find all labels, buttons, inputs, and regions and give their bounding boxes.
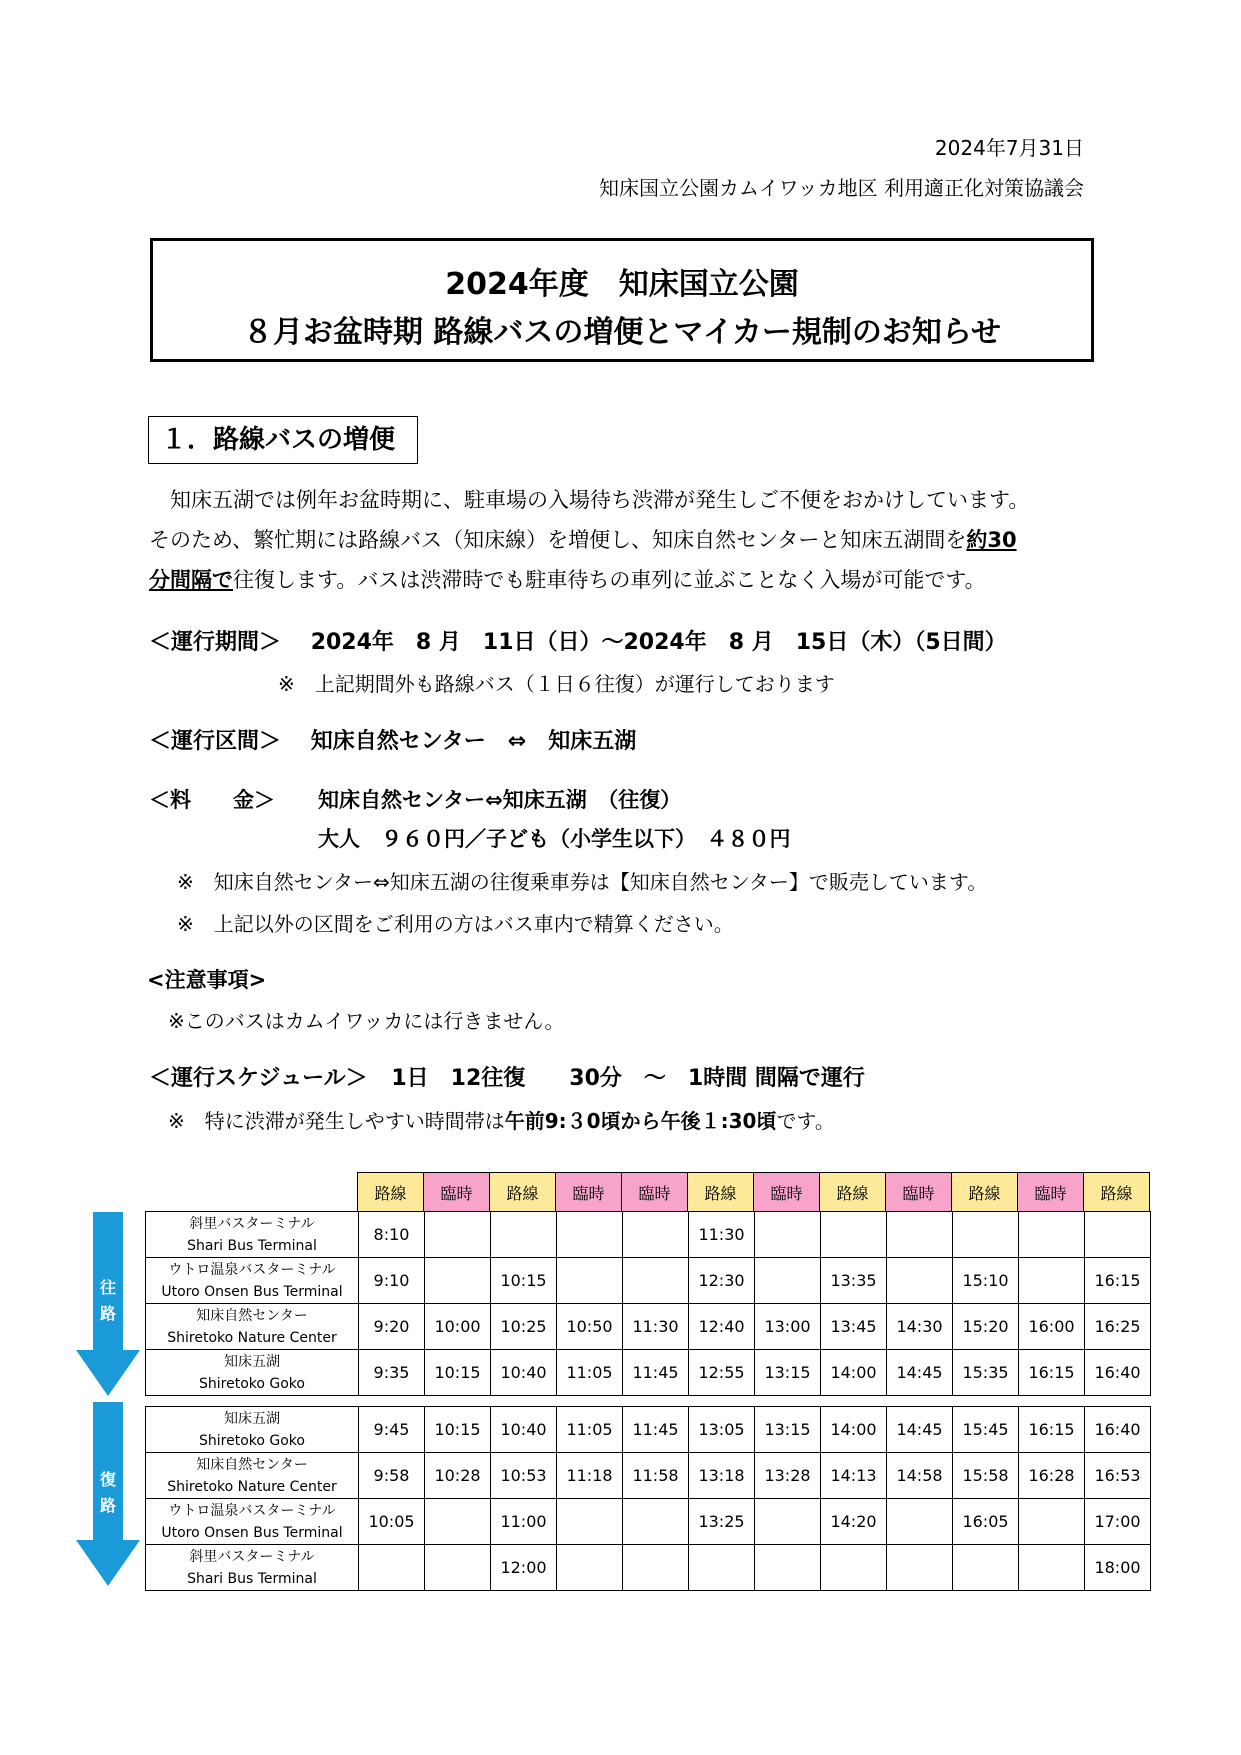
- time-cell: 10:15: [425, 1407, 491, 1453]
- time-cell: [1019, 1499, 1085, 1545]
- time-cell: 11:45: [623, 1350, 689, 1396]
- time-cell: 9:10: [359, 1258, 425, 1304]
- timetable-outbound: [145, 1211, 1151, 1396]
- timetable-header-cell: 路線: [1084, 1173, 1150, 1212]
- time-cell: 8:10: [359, 1212, 425, 1258]
- time-cell: 9:35: [359, 1350, 425, 1396]
- stop-name-en: Shiretoko Goko: [199, 1432, 305, 1449]
- fare-note-1: ※ 知床自然センター⇔知床五湖の往復乗車券は【知床自然センター】で販売しています。: [177, 870, 988, 894]
- time-cell: 14:13: [821, 1453, 887, 1499]
- time-cell: 16:00: [1019, 1304, 1085, 1350]
- time-cell: 16:05: [953, 1499, 1019, 1545]
- timetable-header-cell: 路線: [490, 1173, 556, 1212]
- caution-note: ※このバスはカムイワッカには行きません。: [168, 1009, 565, 1033]
- stop-name-en: Shiretoko Goko: [199, 1375, 305, 1392]
- schedule-value: 1日 12往復 30分 〜 1時間 間隔で運行: [391, 1066, 865, 1091]
- timetable-row: [146, 1499, 1151, 1545]
- timetable-header-cell: 臨時: [622, 1173, 688, 1212]
- time-cell: [425, 1499, 491, 1545]
- stop-name-en: Shiretoko Nature Center: [167, 1478, 337, 1495]
- time-cell: 10:25: [491, 1304, 557, 1350]
- timetable-header-cell: 路線: [952, 1173, 1018, 1212]
- time-cell: 14:45: [887, 1350, 953, 1396]
- time-cell: 13:28: [755, 1453, 821, 1499]
- timetable-header: [357, 1172, 1150, 1212]
- time-cell: 13:35: [821, 1258, 887, 1304]
- timetable-header-cell: 路線: [358, 1173, 424, 1212]
- stop-name-en: Utoro Onsen Bus Terminal: [161, 1283, 343, 1300]
- schedule-note: [168, 1105, 835, 1134]
- time-cell: 12:30: [689, 1258, 755, 1304]
- time-cell: 10:00: [425, 1304, 491, 1350]
- interval-highlight-a: 約30: [966, 528, 1017, 552]
- time-cell: [359, 1545, 425, 1591]
- time-cell: 16:15: [1019, 1407, 1085, 1453]
- stop-name-jp: 知床自然センター: [196, 1307, 308, 1324]
- time-cell: 15:35: [953, 1350, 1019, 1396]
- time-cell: 11:30: [689, 1212, 755, 1258]
- stop-name-cell: [146, 1350, 359, 1396]
- time-cell: [689, 1545, 755, 1591]
- time-cell: 15:45: [953, 1407, 1019, 1453]
- stop-name-cell: [146, 1545, 359, 1591]
- time-cell: 16:15: [1019, 1350, 1085, 1396]
- fare-price: 大人 ９６０円／子ども（小学生以下） ４８０円: [318, 827, 791, 851]
- time-cell: [557, 1499, 623, 1545]
- time-cell: 10:15: [425, 1350, 491, 1396]
- time-cell: 10:28: [425, 1453, 491, 1499]
- time-cell: [821, 1545, 887, 1591]
- timetable-row: [146, 1545, 1151, 1591]
- stop-name-en: Utoro Onsen Bus Terminal: [161, 1524, 343, 1541]
- time-cell: [1019, 1545, 1085, 1591]
- stop-name-en: Shari Bus Terminal: [187, 1237, 317, 1254]
- time-cell: 9:45: [359, 1407, 425, 1453]
- outbound-label: 往 路: [99, 1278, 116, 1323]
- timetable-header-cell: 臨時: [754, 1173, 820, 1212]
- inbound-label: 復 路: [99, 1470, 116, 1515]
- title-line-2: ８月お盆時期 路線バスの増便とマイカー規制のお知らせ: [242, 315, 1002, 350]
- time-cell: 16:25: [1085, 1304, 1151, 1350]
- time-cell: 16:40: [1085, 1407, 1151, 1453]
- time-cell: [425, 1212, 491, 1258]
- time-cell: 11:18: [557, 1453, 623, 1499]
- timetable-header-cell: 臨時: [1018, 1173, 1084, 1212]
- stop-name-jp: 知床五湖: [224, 1353, 280, 1370]
- intro-line-3-text: 往復します。バスは渋滞時でも駐車待ちの車列に並ぶことなく入場が可能です。: [233, 568, 986, 592]
- time-cell: 13:15: [755, 1407, 821, 1453]
- stop-name-jp: 斜里バスターミナル: [189, 1548, 315, 1565]
- timetable-header-cell: 路線: [820, 1173, 886, 1212]
- stop-name-cell: [146, 1212, 359, 1258]
- schedule-note-peak: 午前9:３0頃から午後１:30頃: [504, 1109, 777, 1133]
- time-cell: [887, 1212, 953, 1258]
- intro-line-1: 知床五湖では例年お盆時期に、駐車場の入場待ち渋滞が発生しご不便をおかけしています。: [170, 488, 1030, 512]
- fare-note-2: ※ 上記以外の区間をご利用の方はバス車内で精算ください。: [177, 912, 734, 936]
- stop-name-jp: ウトロ温泉バスターミナル: [168, 1261, 336, 1278]
- time-cell: 15:10: [953, 1258, 1019, 1304]
- time-cell: [755, 1212, 821, 1258]
- intro-line-2-text: そのため、繁忙期には路線バス（知床線）を増便し、知床自然センターと知床五湖間を: [149, 528, 967, 552]
- title-box: [150, 238, 1094, 362]
- time-cell: [755, 1258, 821, 1304]
- timetable-row: [146, 1350, 1151, 1396]
- title-line-1: 2024年度 知床国立公園: [445, 267, 799, 302]
- time-cell: 13:05: [689, 1407, 755, 1453]
- stop-name-cell: [146, 1304, 359, 1350]
- time-cell: [953, 1212, 1019, 1258]
- time-cell: 11:00: [491, 1499, 557, 1545]
- time-cell: 16:40: [1085, 1350, 1151, 1396]
- stop-name-jp: 斜里バスターミナル: [189, 1215, 315, 1232]
- schedule-note-c: です。: [776, 1109, 835, 1133]
- time-cell: [821, 1212, 887, 1258]
- schedule-label: ＜運行スケジュール＞: [149, 1066, 368, 1091]
- time-cell: 12:00: [491, 1545, 557, 1591]
- document-date: 2024年7月31日: [934, 136, 1084, 160]
- timetable-row: [146, 1304, 1151, 1350]
- schedule-row: [149, 1061, 865, 1092]
- intro-paragraph: [149, 480, 1094, 600]
- time-cell: [755, 1499, 821, 1545]
- route-label: ＜運行区間＞: [149, 729, 282, 754]
- timetable-inbound: [145, 1406, 1151, 1591]
- time-cell: [887, 1545, 953, 1591]
- time-cell: 14:58: [887, 1453, 953, 1499]
- time-cell: [557, 1545, 623, 1591]
- stop-name-en: Shiretoko Nature Center: [167, 1329, 337, 1346]
- time-cell: 13:18: [689, 1453, 755, 1499]
- time-cell: [623, 1545, 689, 1591]
- time-cell: 14:00: [821, 1350, 887, 1396]
- time-cell: 16:53: [1085, 1453, 1151, 1499]
- time-cell: [887, 1258, 953, 1304]
- time-cell: [623, 1258, 689, 1304]
- time-cell: 11:30: [623, 1304, 689, 1350]
- time-cell: 10:40: [491, 1350, 557, 1396]
- time-cell: 10:53: [491, 1453, 557, 1499]
- time-cell: [755, 1545, 821, 1591]
- time-cell: [425, 1258, 491, 1304]
- time-cell: [1019, 1258, 1085, 1304]
- time-cell: 11:05: [557, 1350, 623, 1396]
- time-cell: 15:58: [953, 1453, 1019, 1499]
- time-cell: 11:58: [623, 1453, 689, 1499]
- stop-name-cell: [146, 1453, 359, 1499]
- time-cell: 10:40: [491, 1407, 557, 1453]
- time-cell: [1085, 1212, 1151, 1258]
- time-cell: 17:00: [1085, 1499, 1151, 1545]
- organization-name: 知床国立公園カムイワッカ地区 利用適正化対策協議会: [599, 176, 1084, 200]
- fare-route: 知床自然センター⇔知床五湖 （往復）: [318, 788, 682, 812]
- interval-highlight-b: 分間隔で: [149, 568, 233, 592]
- time-cell: 9:58: [359, 1453, 425, 1499]
- timetable-header-cell: 路線: [688, 1173, 754, 1212]
- intro-line-3: [149, 560, 1094, 600]
- time-cell: 11:45: [623, 1407, 689, 1453]
- time-cell: [953, 1545, 1019, 1591]
- time-cell: [557, 1258, 623, 1304]
- timetable-row: [146, 1212, 1151, 1258]
- stop-name-en: Shari Bus Terminal: [187, 1570, 317, 1587]
- schedule-note-a: ※ 特に渋滞が発生しやすい時間帯は: [168, 1109, 505, 1133]
- period-value: 2024年 8 月 11日（日）〜2024年 8 月 15日（木）（5日間）: [310, 630, 1007, 655]
- period-row: [149, 625, 1007, 656]
- time-cell: 13:25: [689, 1499, 755, 1545]
- time-cell: 11:05: [557, 1407, 623, 1453]
- timetable-header-cell: 臨時: [886, 1173, 952, 1212]
- time-cell: [491, 1212, 557, 1258]
- stop-name-jp: 知床自然センター: [196, 1456, 308, 1473]
- time-cell: 9:20: [359, 1304, 425, 1350]
- time-cell: 14:00: [821, 1407, 887, 1453]
- timetable-row: [146, 1453, 1151, 1499]
- time-cell: [1019, 1212, 1085, 1258]
- timetable-header-cell: 臨時: [424, 1173, 490, 1212]
- time-cell: 13:00: [755, 1304, 821, 1350]
- period-note: ※ 上記期間外も路線バス（１日６往復）が運行しております: [278, 672, 835, 696]
- route-value: 知床自然センター ⇔ 知床五湖: [310, 729, 637, 754]
- time-cell: 16:15: [1085, 1258, 1151, 1304]
- intro-line-2: [149, 520, 1094, 560]
- time-cell: 10:50: [557, 1304, 623, 1350]
- time-cell: [623, 1212, 689, 1258]
- time-cell: 13:45: [821, 1304, 887, 1350]
- time-cell: [623, 1499, 689, 1545]
- time-cell: 16:28: [1019, 1453, 1085, 1499]
- caution-label: <注意事項>: [147, 968, 267, 992]
- time-cell: 14:20: [821, 1499, 887, 1545]
- time-cell: [887, 1499, 953, 1545]
- time-cell: 13:15: [755, 1350, 821, 1396]
- period-label: ＜運行期間＞: [149, 630, 282, 655]
- time-cell: 10:15: [491, 1258, 557, 1304]
- time-cell: [425, 1545, 491, 1591]
- time-cell: 14:45: [887, 1407, 953, 1453]
- timetable-row: [146, 1407, 1151, 1453]
- fare-label: ＜料 金＞: [149, 788, 275, 812]
- time-cell: [557, 1212, 623, 1258]
- stop-name-cell: [146, 1407, 359, 1453]
- time-cell: 12:55: [689, 1350, 755, 1396]
- time-cell: 12:40: [689, 1304, 755, 1350]
- timetable-row: [146, 1258, 1151, 1304]
- route-row: [149, 724, 636, 755]
- time-cell: 15:20: [953, 1304, 1019, 1350]
- stop-name-jp: ウトロ温泉バスターミナル: [168, 1502, 336, 1519]
- timetable-header-cell: 臨時: [556, 1173, 622, 1212]
- time-cell: 14:30: [887, 1304, 953, 1350]
- stop-name-jp: 知床五湖: [224, 1410, 280, 1427]
- stop-name-cell: [146, 1499, 359, 1545]
- time-cell: 18:00: [1085, 1545, 1151, 1591]
- stop-name-cell: [146, 1258, 359, 1304]
- time-cell: 10:05: [359, 1499, 425, 1545]
- section-heading: １．路線バスの増便: [148, 416, 418, 464]
